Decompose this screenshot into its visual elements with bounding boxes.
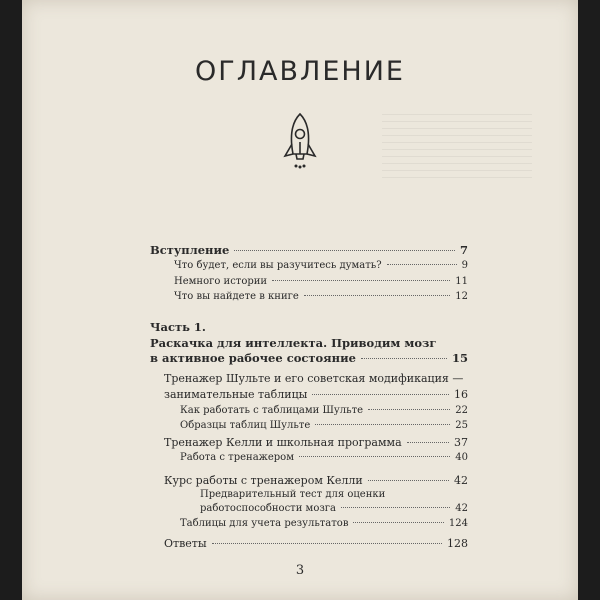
toc-entry-title-line: Предварительный тест для оценки: [200, 489, 386, 500]
dot-leader: [315, 424, 450, 425]
toc-page-number: 16: [454, 388, 468, 401]
toc-entry[interactable]: [174, 291, 468, 302]
toc-entry-kelly[interactable]: [164, 436, 468, 449]
toc-entry-title: Что будет, если вы разучитесь думать?: [174, 260, 382, 271]
toc-entry-title: Немного истории: [174, 276, 268, 287]
dot-leader: [234, 250, 455, 251]
part1-title-line: Раскачка для интеллекта. Приводим мозг: [150, 336, 437, 350]
toc-page-number: 11: [455, 276, 468, 287]
page-number: 3: [295, 563, 305, 578]
toc-entry-title: Таблицы для учета результатов: [180, 518, 349, 529]
toc-entry[interactable]: [174, 260, 468, 271]
toc-page-number: 40: [455, 452, 468, 463]
book-page: [22, 0, 578, 600]
toc-page-number: 7: [459, 243, 468, 257]
toc-page-number: 25: [455, 420, 468, 431]
dot-leader: [353, 522, 443, 523]
dot-leader: [299, 456, 450, 457]
toc-entry[interactable]: [180, 452, 468, 463]
toc-page-number: 42: [454, 474, 468, 487]
toc-entry[interactable]: [180, 518, 468, 529]
toc-entry-course[interactable]: [164, 474, 468, 487]
part1-label: Часть 1.: [150, 320, 206, 334]
toc-page-number: 42: [455, 503, 468, 514]
toc-entry-schulte[interactable]: [164, 388, 468, 401]
toc-entry[interactable]: [180, 420, 468, 431]
dot-leader: [368, 480, 449, 481]
dot-leader: [368, 409, 450, 410]
toc-entry-title-line: Тренажер Шульте и его советская модификация —: [164, 372, 464, 385]
dot-leader: [212, 543, 442, 544]
toc-page-number: 15: [451, 351, 468, 365]
dot-leader: [304, 295, 450, 296]
toc-entry-title: Что вы найдете в книге: [174, 291, 299, 302]
toc-entry[interactable]: [174, 276, 468, 287]
toc-entry-title: Образцы таблиц Шульте: [180, 420, 311, 431]
dot-leader: [361, 358, 447, 359]
dot-leader: [312, 394, 449, 395]
toc-entry-title: Курс работы с тренажером Келли: [164, 474, 363, 487]
dot-leader: [341, 507, 450, 508]
toc-entry-title: Ответы: [164, 537, 207, 550]
toc-entry-title: Тренажер Келли и школьная программа: [164, 436, 402, 449]
toc-entry-title: занимательные таблицы: [164, 388, 308, 401]
toc-entry[interactable]: [200, 503, 468, 514]
toc-page-number: 37: [454, 436, 468, 449]
toc-entry-title: Вступление: [150, 243, 230, 257]
toc-page-number: 22: [455, 405, 468, 416]
dot-leader: [387, 264, 457, 265]
page-title: ОГЛАВЛЕНИЕ: [195, 56, 405, 87]
toc-entry-title: Работа с тренажером: [180, 452, 294, 463]
toc-page-number: 12: [455, 291, 468, 302]
toc-entry-answers[interactable]: [164, 537, 468, 550]
dot-leader: [272, 280, 450, 281]
toc-page-number: 124: [448, 518, 468, 529]
toc-entry[interactable]: [180, 405, 468, 416]
dot-leader: [407, 442, 449, 443]
toc-page-number: 9: [461, 260, 468, 271]
toc-entry-title: работоспособности мозга: [200, 503, 337, 514]
toc-entry-title: в активное рабочее состояние: [150, 351, 356, 365]
table-of-contents: [22, 0, 578, 600]
toc-entry-intro[interactable]: [150, 243, 468, 257]
toc-page-number: 128: [447, 537, 468, 550]
toc-entry-part1[interactable]: [150, 351, 468, 365]
toc-entry-title: Как работать с таблицами Шульте: [180, 405, 364, 416]
